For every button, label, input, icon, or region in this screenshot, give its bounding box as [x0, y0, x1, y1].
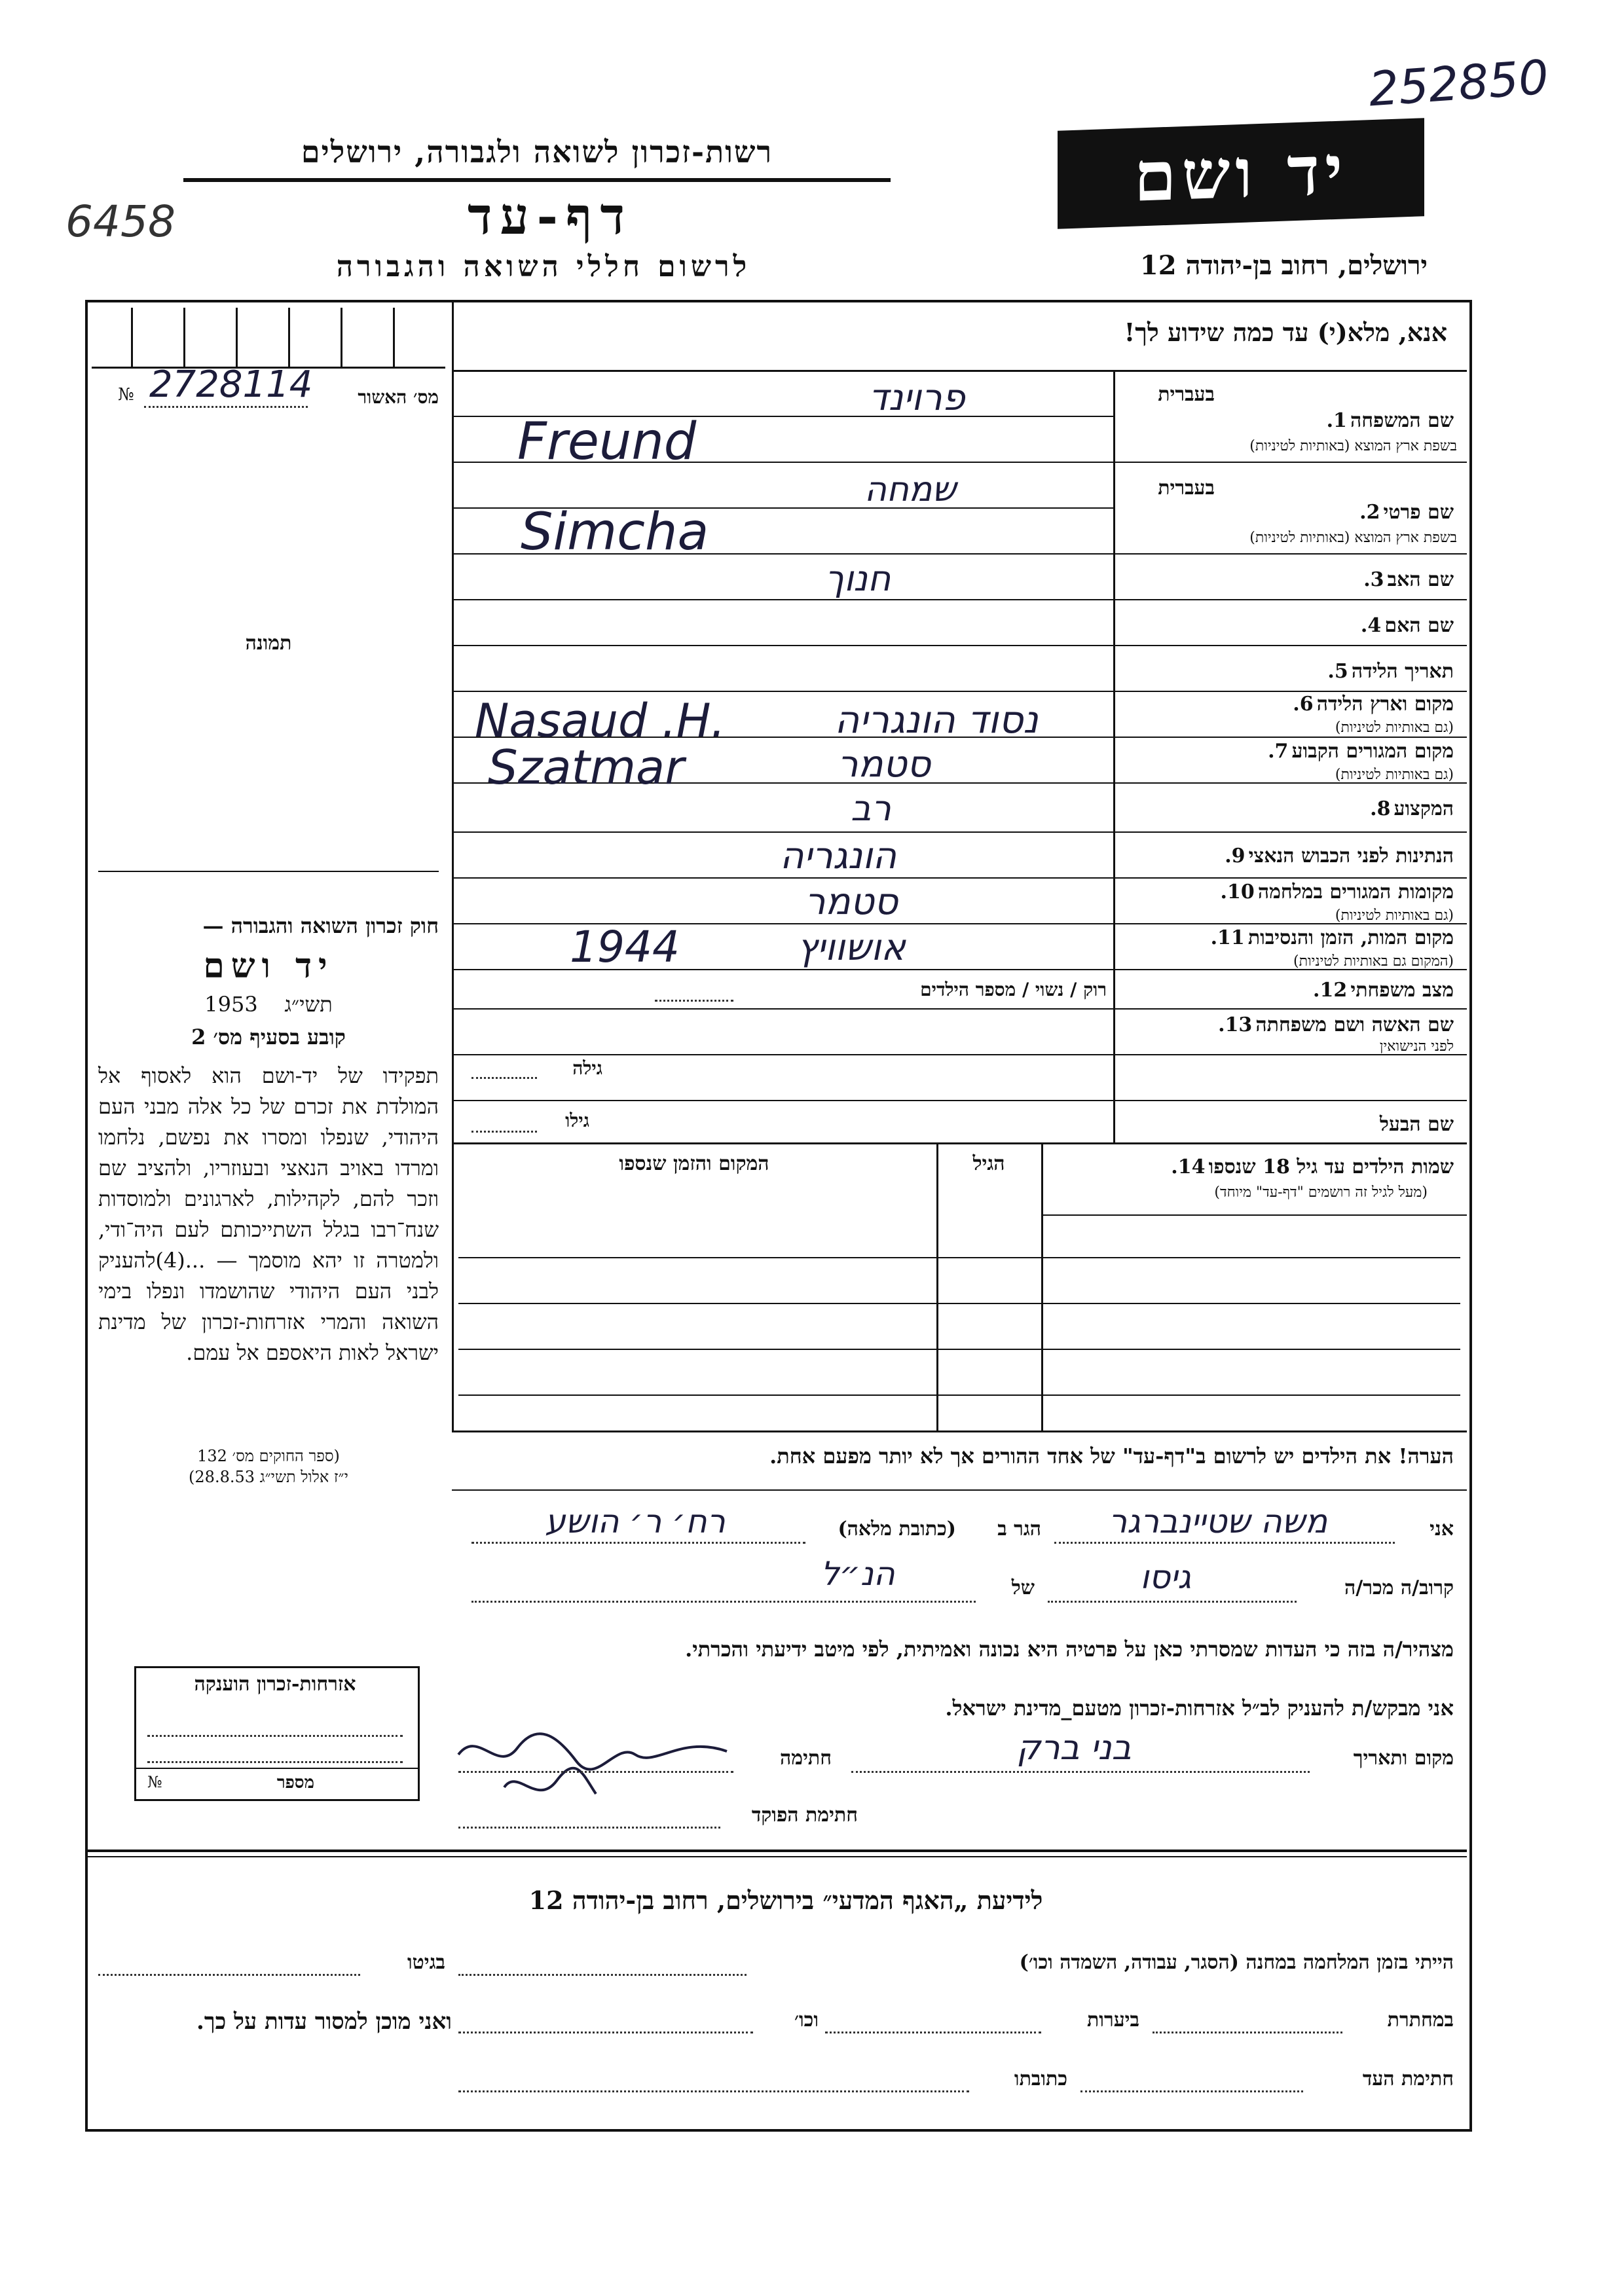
field-1-note: בשפת ארץ המוצא (באותיות לטיניות) [1249, 438, 1457, 454]
section-divider [85, 1850, 1467, 1852]
children-col-div1 [1041, 1142, 1043, 1430]
decl-relative-label: קרוב/ה מכר/ה [1344, 1576, 1454, 1599]
field-8-label: המקצוע 8. [1370, 797, 1454, 820]
children-col-div2 [936, 1142, 938, 1430]
decl-address-dots [471, 1542, 805, 1544]
org-underline [183, 178, 891, 182]
field-11-place: אושוויץ [797, 926, 906, 969]
law-year-row [98, 992, 439, 1017]
form-subtitle: לרשום חללי השואה והגבורה [336, 250, 751, 283]
witness-address-label: כתובתו [1014, 2068, 1067, 2090]
field-12-options: רוק / נשוי / מספר הילדים [920, 979, 1107, 1000]
field-4-label: שם האם 4. [1360, 614, 1454, 637]
field-6-note: (גם באותיות לטיניות) [1335, 720, 1454, 736]
children-note: (מעל לגיל זה רושמים "דף-עד" מיוחד) [1214, 1184, 1428, 1201]
field-1-latin: Freund [517, 412, 697, 471]
remark-line [452, 1489, 1467, 1491]
underground-label: במחתרת [1387, 2009, 1454, 2032]
field-11-label: מקום המות, הזמן והנסיבות 11. [1210, 926, 1454, 949]
bottom-title: לידיעת „האגף המדעי״ בירושלים, רחוב בן-יהודה 12 [528, 1886, 1043, 1915]
logo-block [1058, 118, 1424, 229]
memorial-no-label: מספר [276, 1773, 314, 1793]
field-11-note: (המקום גם באותיות לטיניות) [1293, 953, 1454, 970]
approval-number: 2728114 [149, 363, 313, 406]
memorial-no-sign: № [147, 1773, 162, 1791]
place-date: בני ברק [1016, 1728, 1132, 1768]
decl-statement: מצהיר/ה בזה כי העדות שמסרתי כאן על פרטיה היא נכונה ואמיתית, לפי מיטב ידיעתי והכרתי. [685, 1637, 1454, 1662]
decl-ani: אני [1430, 1518, 1454, 1540]
labels-divider [1113, 370, 1115, 1142]
husband-age-dots [471, 1131, 537, 1133]
etc-label: וכו׳ [794, 2009, 819, 2032]
field-5-label: תאריך הלידה 5. [1327, 660, 1454, 683]
forests-label: ביערות [1086, 2009, 1139, 2032]
field-7-latin: Szatmar [488, 740, 684, 795]
camp-dots [458, 1974, 747, 1976]
photo-bottom-line [98, 871, 439, 872]
photo-label: תמונה [245, 632, 292, 655]
place-date-dots [851, 1771, 1310, 1773]
decl-of-dots [471, 1601, 976, 1603]
witness-sig-label: חתימת העד [1362, 2068, 1454, 2090]
underground-dots [1153, 2032, 1342, 2033]
field-11-year: 1944 [570, 922, 680, 972]
approval-grid [92, 308, 445, 369]
field-6-label: מקום וארץ הלידה 6. [1293, 693, 1454, 716]
field-3-label: שם האב 3. [1363, 568, 1454, 591]
law-year-heb: תשי״ג [284, 992, 333, 1017]
field-6-hebrew: נסוד הונגריה [834, 697, 1039, 742]
request-row-line [452, 370, 1467, 372]
field-10-value: סטמר [804, 881, 898, 923]
field-13-age-dots [471, 1077, 537, 1079]
law-year: 1953 [204, 992, 258, 1017]
decl-of-value: הנ״ל [821, 1555, 895, 1593]
field-2-hebrew: שמחה [864, 470, 957, 509]
signature-dots [458, 1771, 733, 1773]
yad-vashem-logo: יד ושם [1134, 129, 1348, 217]
file-number: 6458 [65, 196, 175, 247]
left-column-divider [452, 300, 454, 1432]
field-1-tag: בעברית [1158, 383, 1215, 406]
org-name: רשות-זכרון לשואה ולגבורה, ירושלים [301, 134, 773, 170]
decl-name: משה שטיינברגר [1108, 1503, 1328, 1540]
husband-age-label: גילו [565, 1110, 589, 1131]
stamp-number: 252850 [1367, 49, 1551, 117]
decl-address: רח׳ ר׳ הושע [545, 1503, 726, 1540]
children-col-age: הגיל [972, 1152, 1005, 1175]
field-2-tag: בעברית [1158, 477, 1215, 500]
approval-no-sign: № [118, 385, 134, 405]
decl-relation-dots [1048, 1601, 1297, 1603]
signature-mark [452, 1715, 740, 1813]
field-9-label: הנתינות לפני הכבוש הנאצי 9. [1225, 845, 1454, 867]
place-date-label: מקום ותאריך [1353, 1747, 1454, 1770]
field-13-note: לפני הנישואין [1379, 1038, 1454, 1055]
witness-sig-dots [1080, 2090, 1303, 2092]
law-source-date: י״ז אלול תשי״ג 28.8.53) [189, 1468, 348, 1486]
field-3-value: חנוך [824, 558, 891, 599]
field-7-note: (גם באותיות לטיניות) [1335, 767, 1454, 783]
field-12-label: מצב משפחתי 12. [1313, 979, 1454, 1002]
field-9-value: הונגריה [779, 835, 897, 877]
witness-address-dots [458, 2090, 969, 2092]
officer-dots [458, 1827, 720, 1829]
field-12-dots [655, 1000, 733, 1002]
field-8-value: רב [851, 788, 891, 829]
field-10-note: (גם באותיות לטיניות) [1335, 907, 1454, 924]
decl-address-label: (כתובת מלאה) [838, 1518, 956, 1540]
husband-label: שם הבעל [1379, 1113, 1454, 1136]
law-logo: יד ושם [203, 946, 334, 986]
decl-resides: הגר ב [997, 1518, 1041, 1540]
field-1-label: שם המשפחה 1. [1326, 409, 1454, 432]
field-2-note: בשפת ארץ המוצא (באותיות לטיניות) [1249, 530, 1457, 546]
form-title: דף-עד [468, 187, 633, 246]
signature-label: חתימה [780, 1747, 832, 1770]
ready-label: ואני מוכן למסור עדות על כך. [196, 2009, 452, 2035]
law-source: (ספר החוקים מס׳ 132 [197, 1447, 340, 1465]
approval-dots [144, 406, 308, 408]
law-title: חוק זכרון השואה והגבורה — [202, 913, 439, 938]
field-13-label: שם האשה ושם משפחתה 13. [1218, 1013, 1454, 1036]
ghetto-label: בגיטו [407, 1951, 445, 1974]
officer-label: חתימת הפוקד [751, 1804, 858, 1827]
field-6-latin: Nasaud .H. [475, 694, 726, 748]
field-2-latin: Simcha [521, 503, 709, 562]
memorial-title: אזרחות-זכרון הוענקה [194, 1673, 356, 1696]
field-1-hebrew: פרוינד [868, 376, 965, 419]
remark-text: הערה! את הילדים יש לרשום ב"דף-עד" של אחד ההורים אך לא יותר מפעם אחת. [769, 1444, 1454, 1468]
law-text: תפקידו של יד-ושם הוא לאסוף אל המולדת את זכרם של כל אלה מבני העם היהודי, שנפלו ומסרו את נפשם, נלחמו ומרדו באויב הנאצי ובעוזריו, ולהציב שם וזכר להם, לקהילות, לארגונים ולמוסדות שנח־רבו בגלל השתייכותם לעם היה־ודי, ולמטרה זו יהא מוסמך — ...(4)להעניק לבני העם היהודי שהושמדו ונפלו בימי השואה והמרי אזרחות-זכרון של מדינת ישראל לאות היאספם אל עמם. [98, 1063, 439, 1365]
ghetto-dots [98, 1974, 360, 1976]
field-2-label: שם פרטי 2. [1359, 501, 1454, 524]
approval-label: מס׳ האשור [358, 386, 439, 408]
children-bottom [452, 1430, 1467, 1432]
address: ירושלים, רחוב בן-יהודה 12 [1139, 250, 1428, 281]
etc-dots [458, 2032, 753, 2033]
decl-of: של [1011, 1576, 1035, 1599]
request-text: אנא, מלא(י) עד כמה שידוע לך! [1124, 318, 1447, 347]
field-7-label: מקום המגורים הקבוע 7. [1268, 740, 1454, 763]
decl-name-dots [1054, 1542, 1395, 1544]
field-7-hebrew: סטמר [837, 743, 931, 786]
field-10-label: מקומות המגורים במלחמה 10. [1220, 881, 1454, 903]
forests-dots [825, 2032, 1041, 2033]
field-13-age-label: גילה [572, 1057, 602, 1079]
children-label: שמות הילדים עד גיל 18 שנספו 14. [1171, 1156, 1454, 1178]
decl-relation: גיסו [1140, 1558, 1191, 1596]
bottom-line1: הייתי בזמן המלחמה במחנה (הסגר, עבודה, השמדה וכו׳) [1019, 1951, 1454, 1974]
children-col-place: המקום והזמן שנספו [619, 1152, 769, 1175]
law-clause: קובע בסעיף מס׳ 2 [191, 1025, 346, 1049]
decl-request: אני מבקש/ת להעניק לב״ל אזרחות-זכרון מטעם_מדינת ישראל. [945, 1696, 1454, 1721]
